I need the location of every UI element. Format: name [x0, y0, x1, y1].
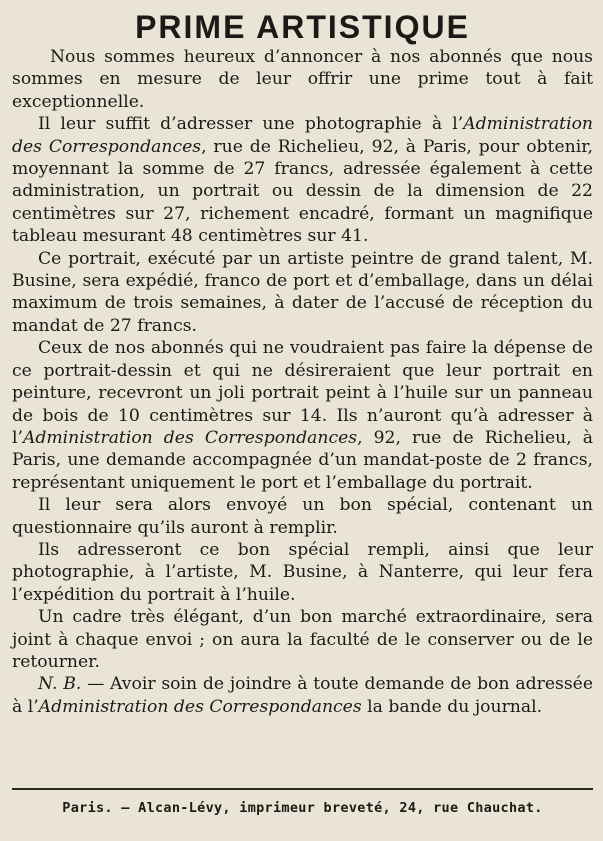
paragraph-frame: Un cadre très élégant, d’un bon marché extraordinaire, sera joint à chaque envoi ; on aura la faculté de le conserver ou de le retourner. [12, 607, 593, 672]
footer-divider [12, 788, 593, 790]
paragraph-painting-option: Ceux de nos abonnés qui ne voudraient pas faire la dépense de ce portrait-dessin et qui ne désireraient que leur portrait en peinture, recevront un joli portrait peint à l’huile sur un panneau de bois de 10 centimètres sur 14. Ils n’auront qu’à adresser à l’Administration des Correspondances, 92, rue de Richelieu, à Paris, une demande accompagnée d’un mandat-poste de 2 francs, représentant uniquement le port et l’emballage du portrait. [12, 338, 593, 493]
paragraph-send-photo: Ils adresseront ce bon spécial rempli, ainsi que leur photographie, à l’artiste, M. Busine, à Nanterre, qui leur fera l’expédition du portrait à l’huile. [12, 539, 593, 605]
paragraph-offer: Il leur suffit d’adresser une photographie à l’Administration des Correspondances, rue de Richelieu, 92, à Paris, pour obtenir, moyennant la somme de 27 francs, adressée également à cette administration, un portrait ou dessin de la dimension de 22 centimètres sur 27, richement encadré, formant un magnifique tableau mesurant 48 centimètres sur 41. [12, 114, 593, 247]
paragraph-intro: Nous sommes heureux d’annoncer à nos abonnés que nous sommes en mesure de leur offrir une prime tout à fait exceptionnelle. [12, 47, 593, 112]
paragraph-voucher: Il leur sera alors envoyé un bon spécial, contenant un questionnaire qu’ils auront à remplir. [12, 495, 593, 538]
article-body [12, 46, 593, 718]
paragraph-artist: Ce portrait, exécuté par un artiste peintre de grand talent, M. Busine, sera expédié, franco de port et d’emballage, dans un délai maximum de trois semaines, à dater de l’accusé de réception du mandat de 27 francs. [12, 248, 593, 336]
page-title: PRIME ARTISTIQUE [135, 9, 470, 45]
paragraph-nota-bene: N. B. — Avoir soin de joindre à toute demande de bon adressée à l’Administration des Correspondances la bande du journal. [12, 674, 594, 717]
printer-imprint: Paris. — Alcan-Lévy, imprimeur breveté, 24, rue Chauchat. [62, 800, 543, 816]
